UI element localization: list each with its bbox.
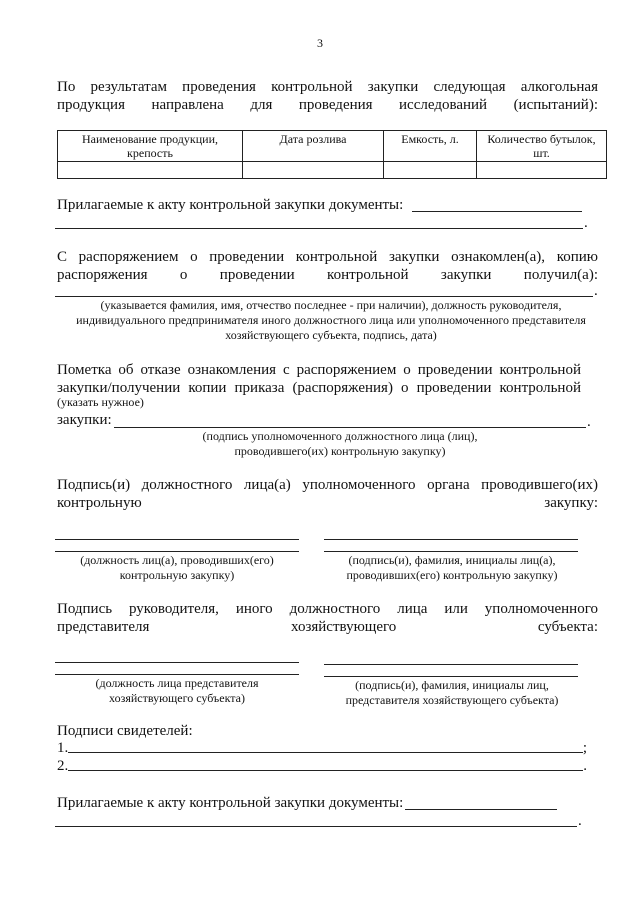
officials-right-caption: (подпись(и), фамилия, инициалы лиц(а), проводивших(его) контрольную закупку) [346,553,558,582]
attached-documents-field-3[interactable] [405,809,557,810]
manager-right-caption: (подпись(и), фамилия, инициалы лиц, представителя хозяйствующего субъекта) [345,678,559,707]
table-row [58,162,607,179]
officials-left-caption: (должность лиц(а), проводивших(его) контрольную закупку) [80,553,274,582]
manager-paragraph: Подпись руководителя, иного должностного лица или уполномоченного представителя хозяйствующего субъекта: [57,601,598,635]
page-number: 3 [317,36,323,50]
attached-documents-field-2[interactable] [55,228,583,229]
refusal-last-word: закупки: [57,412,112,428]
acquaint-paragraph: С распоряжением о проведении контрольной закупки ознакомлен(а), копию распоряжения о проведении контрольной закупки получил(а): [57,249,598,283]
witness-field[interactable] [68,752,583,753]
cell-capacity[interactable] [384,162,477,179]
refusal-field[interactable] [114,427,586,428]
header-capacity: Емкость, л. [384,131,477,162]
attached-documents-end-2: . [578,813,582,829]
manager-position-field[interactable] [55,662,299,663]
manager-left-caption: (должность лица представителя хозяйствующего субъекта) [95,676,259,705]
cell-product-name[interactable] [58,162,243,179]
refusal-caption: (подпись уполномоченного должностного лица (лиц), проводившего(их) контрольную закупку) [202,429,478,458]
manager-signature-field-2[interactable] [324,676,578,677]
officials-signature-field-2[interactable] [324,551,578,552]
manager-position-field-2[interactable] [55,674,299,675]
acquaint-end: . [594,283,598,299]
attached-documents-field[interactable] [412,211,582,212]
refusal-end: . [587,414,591,430]
witness-line-1 [57,739,587,757]
header-bottling-date: Дата розлива [243,131,384,162]
witnesses-label: Подписи свидетелей: [57,723,193,739]
header-bottle-count: Количество бутылок, шт. [477,131,607,162]
refusal-note: (указать нужное) [57,395,144,409]
attached-documents-label-2: Прилагаемые к акту контрольной закупки документы: [57,795,404,811]
attached-documents-field-4[interactable] [55,826,577,827]
cell-bottle-count[interactable] [477,162,607,179]
witness-line-end: . [583,758,587,774]
witness-line-2 [57,757,587,775]
officials-paragraph: Подпись(и) должностного лица(а) уполномоченного органа проводившего(их) контрольную закупку: [57,477,598,511]
product-table [57,130,607,179]
witness-field[interactable] [68,770,583,771]
witness-line-end: ; [582,740,587,756]
cell-bottling-date[interactable] [243,162,384,179]
witness-number: 1. [57,740,69,756]
officials-position-field-2[interactable] [55,551,299,552]
intro-paragraph: По результатам проведения контрольной закупки следующая алкогольная продукция направлена для проведения исследований (испытаний): [57,79,598,113]
officials-signature-field[interactable] [324,539,578,540]
acquaint-field[interactable] [55,296,593,297]
acquaint-caption: (указывается фамилия, имя, отчество последнее - при наличии), должность руководителя, индивидуального предпринимателя иного должностного лица или уполномоченного представителя хозяйствующего субъекта, подпись, дата) [76,298,586,342]
attached-documents-label: Прилагаемые к акту контрольной закупки документы: [57,197,404,213]
header-product-name: Наименование продукции, крепость [58,131,243,162]
officials-position-field[interactable] [55,539,299,540]
refusal-paragraph: Пометка об отказе ознакомления с распоряжением о проведении контрольной закупки/получении копии приказа (распоряжения) о проведении контрольной [57,362,581,396]
attached-documents-end: . [584,215,588,231]
manager-signature-field[interactable] [324,664,578,665]
witness-number: 2. [57,758,69,774]
table-header-row [58,131,607,162]
